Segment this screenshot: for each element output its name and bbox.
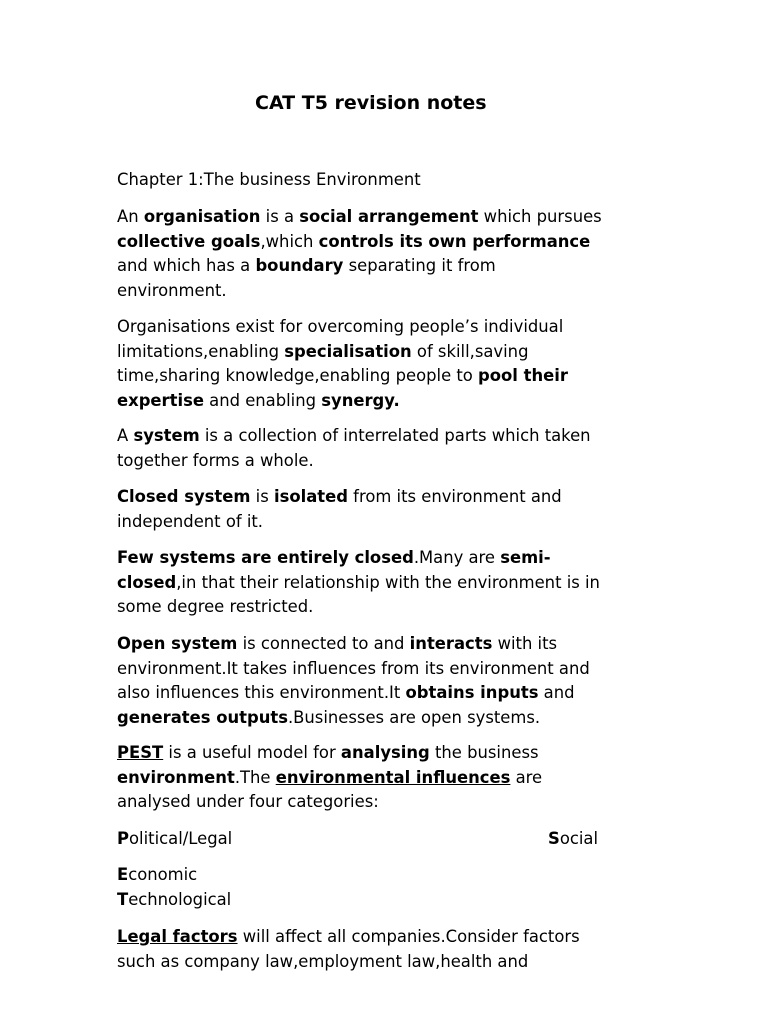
- text-line: analysed under four categories:: [117, 792, 379, 811]
- paragraph-organisations-exist: [117, 315, 662, 413]
- text-line: and which has a boundary separating it from: [117, 256, 496, 275]
- paragraph-organisation: [117, 205, 662, 303]
- text-line: together forms a whole.: [117, 450, 314, 470]
- text-line: Closed system is isolated from its environment and: [117, 487, 562, 506]
- text-line: independent of it.: [117, 511, 264, 531]
- text-line: Few systems are entirely closed.Many are semi-: [117, 548, 551, 567]
- text-line: such as company law,employment law,health and: [117, 951, 529, 971]
- text-line: Organisations exist for overcoming people’s individual: [117, 317, 564, 336]
- text-line: Legal factors will affect all companies.Consider factors: [117, 927, 580, 946]
- pest-item-social: Social: [548, 829, 599, 848]
- paragraph-closed-system: [117, 485, 662, 534]
- text-line: environment.The environmental influences are: [117, 767, 543, 787]
- text-line: expertise and enabling synergy.: [117, 390, 400, 410]
- paragraph-system: [117, 424, 662, 473]
- paragraph-pest: [117, 741, 662, 815]
- text-line: environment.It takes influences from its environment and: [117, 658, 590, 678]
- text-line: limitations,enabling specialisation of skill,saving: [117, 341, 529, 361]
- page-title: CAT T5 revision notes: [255, 92, 487, 114]
- paragraph-legal-factors: [117, 925, 662, 974]
- chapter-heading: [117, 168, 662, 193]
- text-line: also influences this environment.It obtains inputs and: [117, 683, 575, 702]
- chapter-heading-text: Chapter 1:The business Environment: [117, 170, 421, 189]
- pest-item-economic: Economic: [117, 865, 198, 884]
- text-line: Open system is connected to and interacts with its: [117, 634, 558, 653]
- text-line: generates outputs.Businesses are open systems.: [117, 707, 541, 727]
- pest-item-technological: Technological: [117, 889, 232, 909]
- paragraph-open-system: [117, 632, 662, 730]
- text-line: A system is a collection of interrelated parts which taken: [117, 426, 591, 445]
- pest-item-political: Political/Legal: [117, 829, 233, 848]
- text-line: time,sharing knowledge,enabling people to pool their: [117, 366, 568, 385]
- text-line: An organisation is a social arrangement which pursues: [117, 207, 602, 226]
- text-line: PEST is a useful model for analysing the business: [117, 743, 539, 762]
- text-line: collective goals,which controls its own performance: [117, 231, 591, 251]
- paragraph-few-systems: [117, 546, 662, 620]
- text-line: some degree restricted.: [117, 597, 314, 616]
- text-line: environment.: [117, 280, 227, 300]
- text-line: closed,in that their relationship with the environment is in: [117, 572, 600, 592]
- pest-list-social: [548, 827, 668, 852]
- pest-list-economic-technological: [117, 863, 662, 912]
